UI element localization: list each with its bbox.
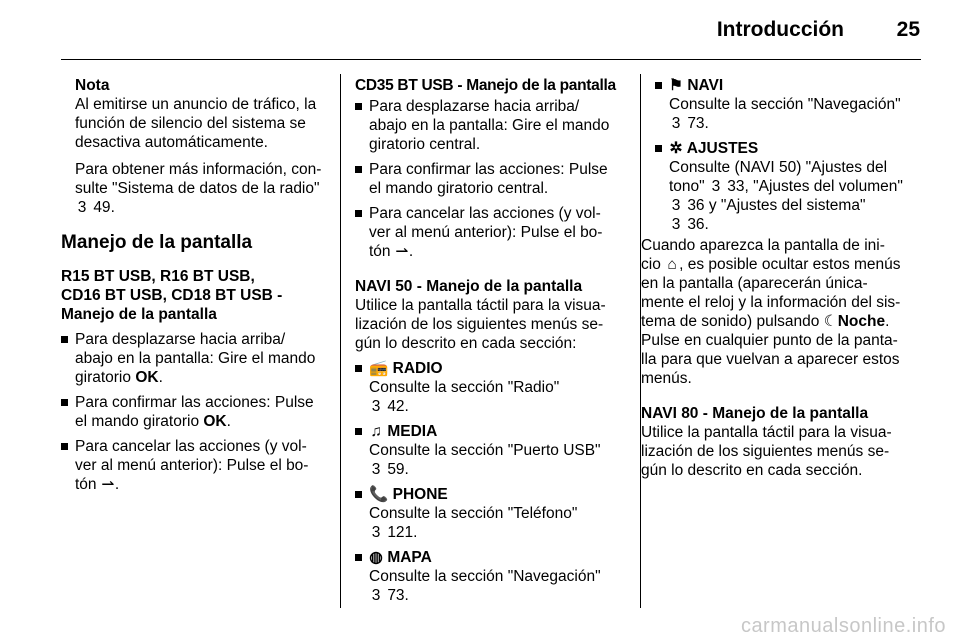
page-ref: 73. — [387, 587, 409, 604]
text-line: Para desplazarse hacia arriba/ — [75, 331, 286, 348]
section-title: Manejo de la pantalla — [61, 232, 253, 253]
page-title: Introducción — [716, 18, 844, 41]
text-line: ver al menú anterior): Pulse el bo- — [75, 457, 309, 474]
text-line: Para cancelar las acciones (y vol- — [369, 205, 601, 222]
list-item — [61, 393, 327, 431]
text-line: el mando giratorio OK. — [75, 413, 231, 430]
key-label: OK — [203, 413, 227, 430]
page-ref-icon: 3 — [671, 115, 681, 132]
text-line — [669, 114, 925, 133]
text-line: tema de sonido) pulsando ☾Noche. — [641, 313, 890, 330]
text-line: lización de los siguientes menús se- — [355, 316, 604, 333]
globe-icon: ◍ — [369, 549, 383, 566]
column-divider — [340, 74, 341, 608]
text-line: sulte "Sistema de datos de la radio" — [75, 180, 320, 197]
text-line: Utilice la pantalla táctil para la visua- — [355, 297, 606, 314]
page-number: 25 — [896, 18, 920, 41]
text-span: tono" — [669, 178, 709, 195]
page-ref: 42. — [387, 398, 409, 415]
text-span: 36. — [687, 216, 709, 233]
text-line — [669, 215, 925, 234]
text-line: Para confirmar las acciones: Pulse — [75, 394, 314, 411]
text-line — [669, 196, 925, 215]
page-ref-icon: 3 — [371, 524, 381, 541]
music-note-icon: ♫ — [370, 423, 382, 440]
menu-label: RADIO — [392, 360, 443, 377]
text-line — [369, 397, 627, 416]
page-ref-icon: 3 — [371, 461, 381, 478]
text-line: Consulte (NAVI 50) "Ajustes del — [669, 159, 888, 176]
text-line: Consulte la sección "Teléfono" — [369, 505, 578, 522]
text-span: giratorio — [75, 369, 136, 386]
note-title: Nota — [75, 77, 110, 94]
text-line: abajo en la pantalla: Gire el mando — [75, 350, 316, 367]
list-item-phone — [355, 485, 627, 542]
phone-icon: 📞 — [369, 486, 389, 503]
text-line — [369, 460, 627, 479]
text-span: , es posible ocultar estos menús — [679, 256, 901, 273]
note-block — [61, 76, 327, 217]
text-line: gún lo descrito en cada sección: — [355, 335, 577, 352]
subsection-title: Manejo de la pantalla — [61, 306, 217, 323]
text-line: función de silencio del sistema se — [75, 115, 306, 132]
text-line: ver al menú anterior): Pulse el bo- — [369, 224, 603, 241]
text-line: desactiva automáticamente. — [75, 134, 268, 151]
list-item — [355, 160, 627, 198]
text-span: el mando giratorio — [75, 413, 204, 430]
column-2 — [355, 76, 627, 605]
text-line: gún lo descrito en cada sección. — [641, 462, 863, 479]
text-line: abajo en la pantalla: Gire el mando — [369, 117, 610, 134]
menu-label: MEDIA — [387, 423, 438, 440]
text-line — [369, 485, 627, 504]
text-line: mente el reloj y la información del sis- — [641, 294, 901, 311]
menu-label: AJUSTES — [686, 140, 759, 157]
list-item-mapa — [355, 548, 627, 605]
text-line: giratorio central. — [369, 136, 481, 153]
text-line: Consulte la sección "Puerto USB" — [369, 442, 601, 459]
text-line: lización de los siguientes menús se- — [641, 443, 890, 460]
column-1 — [61, 76, 327, 494]
text-line — [669, 177, 925, 196]
page-ref-icon: 3 — [77, 199, 87, 216]
radio-icon: 📻 — [369, 360, 389, 377]
subsection-title: NAVI 50 - Manejo de la pantalla — [355, 278, 583, 295]
text-span: 36 y "Ajustes del sistema" — [687, 197, 866, 214]
page-ref-icon: 3 — [671, 216, 681, 233]
text-line — [669, 139, 925, 158]
settings-icon: ✲ — [669, 140, 683, 157]
list-item — [355, 204, 627, 261]
list-item — [61, 330, 327, 387]
text-line: Para desplazarse hacia arriba/ — [369, 98, 580, 115]
text-span: 33, "Ajustes del volumen" — [727, 178, 903, 195]
moon-icon: ☾ — [823, 313, 838, 330]
flag-icon: ⚑ — [669, 77, 683, 94]
list-item-media — [355, 422, 627, 479]
text-line — [369, 548, 627, 567]
key-label: OK — [135, 369, 159, 386]
text-line: 3 49. — [75, 198, 327, 217]
column-3 — [641, 76, 925, 480]
text-span: tema de sonido) pulsando — [641, 313, 824, 330]
text-span: tón — [75, 476, 101, 493]
menu-label: MAPA — [387, 549, 432, 566]
text-line: menús. — [641, 370, 692, 387]
subsection-title: CD35 BT USB - Manejo de la pantalla — [355, 77, 616, 94]
back-icon: ⇀ — [101, 476, 115, 493]
menu-label: PHONE — [392, 486, 448, 503]
page-ref-icon: 3 — [371, 587, 381, 604]
text-line: Al emitirse un anuncio de tráfico, la — [75, 96, 317, 113]
page-ref: 121. — [387, 524, 418, 541]
text-line: el mando giratorio central. — [369, 180, 549, 197]
text-line — [641, 255, 925, 274]
text-line: Consulte la sección "Navegación" — [669, 96, 901, 113]
text-line: Cuando aparezca la pantalla de ini- — [641, 237, 885, 254]
back-icon: ⇀ — [395, 243, 409, 260]
home-icon: ⌂ — [667, 256, 677, 273]
page-ref-icon: 3 — [671, 197, 681, 214]
list-item-ajustes — [655, 139, 925, 234]
text-line: en la pantalla (aparecerán única- — [641, 275, 868, 292]
text-line: lla para que vuelvan a aparecer estos — [641, 351, 900, 368]
list-item-radio — [355, 359, 627, 416]
paragraph — [641, 236, 925, 480]
subsection-title: R15 BT USB, R16 BT USB, — [61, 268, 255, 285]
page-ref-icon: 3 — [371, 398, 381, 415]
text-line — [369, 586, 627, 605]
text-line: giratorio OK. — [75, 369, 163, 386]
list-item — [61, 437, 327, 494]
text-line: Para cancelar las acciones (y vol- — [75, 438, 307, 455]
menu-label: NAVI — [687, 77, 724, 94]
text-span: cio — [641, 256, 666, 273]
text-line — [369, 523, 627, 542]
key-label: Noche — [837, 313, 886, 330]
text-line — [369, 422, 627, 441]
text-line: tón ⇀. — [75, 476, 120, 493]
text-line: Para confirmar las acciones: Pulse — [369, 161, 608, 178]
header-rule — [61, 59, 921, 60]
subsection-title: CD16 BT USB, CD18 BT USB - — [61, 287, 283, 304]
list-item-navi — [655, 76, 925, 133]
page-ref: 59. — [387, 461, 409, 478]
text-line: Pulse en cualquier punto de la panta- — [641, 332, 898, 349]
text-line — [369, 359, 627, 378]
page-ref: 73. — [687, 115, 709, 132]
page-ref: 49 — [93, 199, 111, 216]
text-line: Para obtener más información, con- — [75, 161, 322, 178]
list-item — [355, 97, 627, 154]
subsection-title: NAVI 80 - Manejo de la pantalla — [641, 405, 869, 422]
watermark: carmanualsonline.info — [740, 615, 946, 637]
page-ref-icon: 3 — [711, 178, 721, 195]
text-line: Consulte la sección "Navegación" — [369, 568, 601, 585]
text-line: Utilice la pantalla táctil para la visua- — [641, 424, 892, 441]
text-line: tón ⇀. — [369, 243, 414, 260]
text-line — [669, 76, 925, 95]
text-line: Consulte la sección "Radio" — [369, 379, 560, 396]
text-span: tón — [369, 243, 395, 260]
